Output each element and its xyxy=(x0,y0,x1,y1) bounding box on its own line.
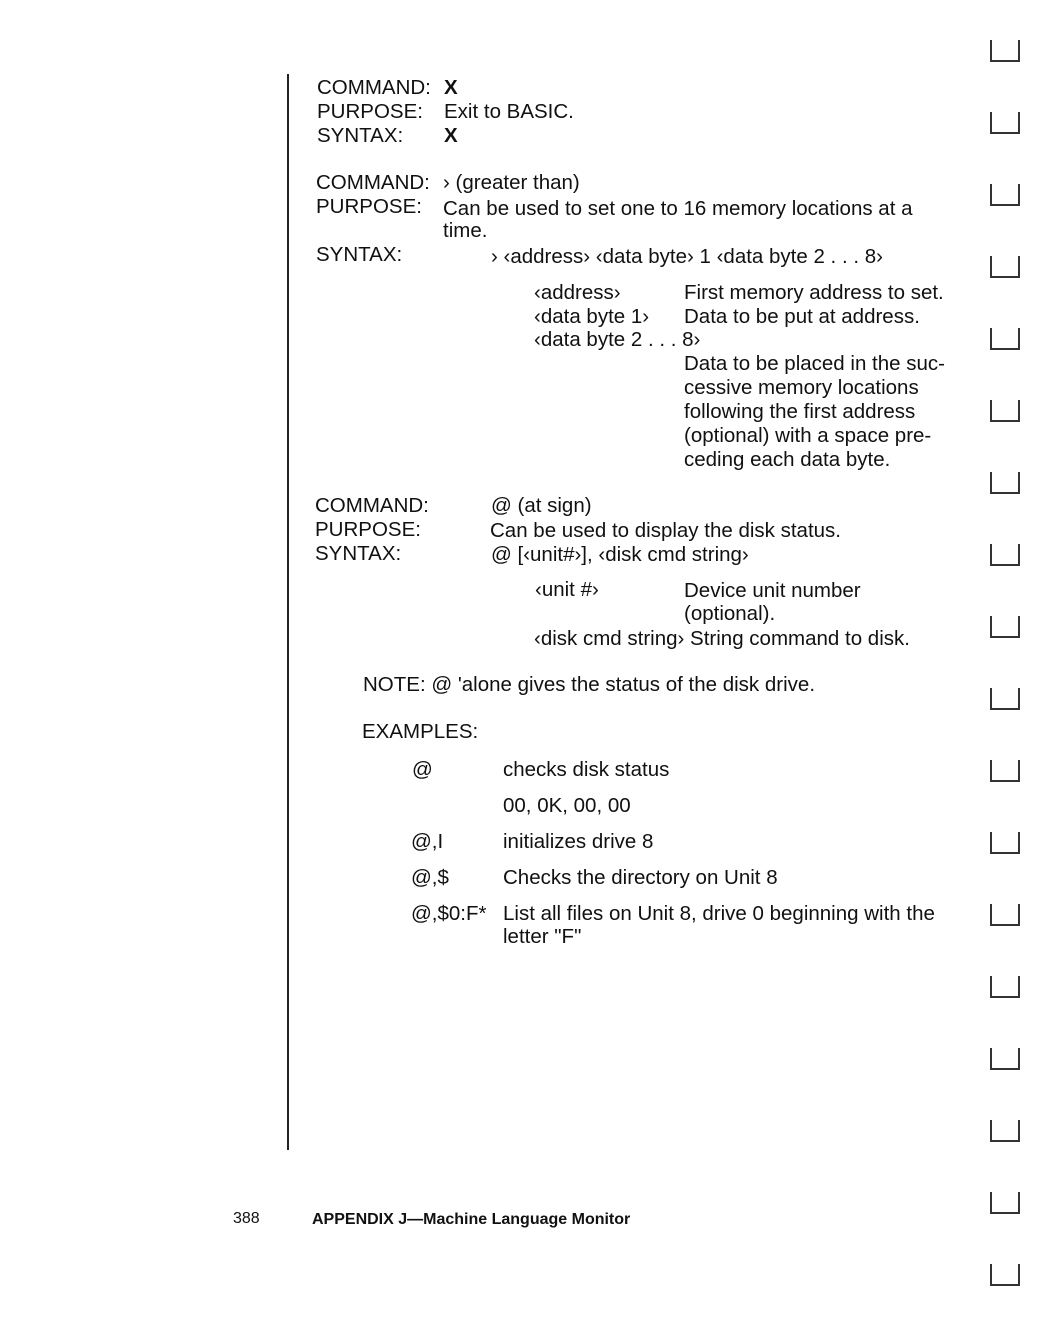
binding-tab-mark xyxy=(990,1264,1020,1286)
command-label: COMMAND: xyxy=(315,494,429,517)
param-name: ‹data byte 1› xyxy=(534,305,650,328)
purpose-value: Exit to BASIC. xyxy=(444,100,574,123)
param-desc-line: Device unit number xyxy=(684,579,861,602)
binding-tab-mark xyxy=(990,832,1020,854)
command-value: @ (at sign) xyxy=(491,494,592,517)
purpose-value-line: Can be used to set one to 16 memory locations at a xyxy=(443,197,913,220)
binding-tab-mark xyxy=(990,328,1020,350)
purpose-label: PURPOSE: xyxy=(317,100,423,123)
binding-tab-mark xyxy=(990,688,1020,710)
purpose-value: Can be used to display the disk status. xyxy=(490,519,841,542)
example-command: @,I xyxy=(411,830,444,853)
param-desc-line: (optional). xyxy=(684,602,776,625)
param-name: ‹data byte 2 . . . 8› xyxy=(534,328,701,351)
page-number: 388 xyxy=(233,1210,260,1227)
syntax-value: › ‹address› ‹data byte› 1 ‹data byte 2 . . . 8› xyxy=(491,245,883,268)
param-desc-line: (optional) with a space pre- xyxy=(684,424,932,447)
param-desc-line: following the first address xyxy=(684,400,916,423)
examples-label: EXAMPLES: xyxy=(362,720,479,743)
binding-tab-mark xyxy=(990,256,1020,278)
binding-tab-mark xyxy=(990,760,1020,782)
binding-tab-mark xyxy=(990,40,1020,62)
syntax-value: X xyxy=(444,124,458,147)
note-text: NOTE: @ 'alone gives the status of the disk drive. xyxy=(363,673,816,696)
param-desc-line: Data to be placed in the suc- xyxy=(684,352,945,375)
example-description: letter "F" xyxy=(503,925,582,948)
example-description: Checks the directory on Unit 8 xyxy=(503,866,778,889)
command-value: › (greater than) xyxy=(443,171,580,194)
command-value: X xyxy=(444,76,458,99)
param-name: ‹address› xyxy=(534,281,621,304)
running-footer-title: APPENDIX J—Machine Language Monitor xyxy=(312,1211,631,1228)
purpose-value-line: time. xyxy=(443,219,488,242)
example-command: @,$ xyxy=(411,866,449,889)
margin-rule xyxy=(287,74,289,1150)
example-command: @,$0:F* xyxy=(411,902,487,925)
syntax-label: SYNTAX: xyxy=(317,124,404,147)
param-desc: Data to be put at address. xyxy=(684,305,920,328)
binding-tab-mark xyxy=(990,472,1020,494)
binding-tab-mark xyxy=(990,1048,1020,1070)
binding-tab-mark xyxy=(990,184,1020,206)
binding-tab-mark xyxy=(990,1120,1020,1142)
command-label: COMMAND: xyxy=(317,76,431,99)
purpose-label: PURPOSE: xyxy=(316,195,422,218)
param-desc-line: ceding each data byte. xyxy=(684,448,891,471)
param-line: ‹disk cmd string› String command to disk. xyxy=(534,627,910,650)
command-label: COMMAND: xyxy=(316,171,430,194)
purpose-label: PURPOSE: xyxy=(315,518,421,541)
param-desc-line: cessive memory locations xyxy=(684,376,919,399)
binding-tab-mark xyxy=(990,976,1020,998)
example-description: 00, 0K, 00, 00 xyxy=(503,794,631,817)
syntax-label: SYNTAX: xyxy=(315,542,402,565)
param-desc: First memory address to set. xyxy=(684,281,944,304)
syntax-value: @ [‹unit#›], ‹disk cmd string› xyxy=(491,543,749,566)
binding-tab-mark xyxy=(990,1192,1020,1214)
binding-tab-mark xyxy=(990,112,1020,134)
binding-tab-mark xyxy=(990,544,1020,566)
param-name: ‹unit #› xyxy=(535,578,599,601)
example-description: List all files on Unit 8, drive 0 beginning with the xyxy=(503,902,935,925)
binding-tab-mark xyxy=(990,904,1020,926)
example-command: @ xyxy=(412,758,433,781)
binding-tab-mark xyxy=(990,400,1020,422)
example-description: checks disk status xyxy=(503,758,670,781)
binding-tab-mark xyxy=(990,616,1020,638)
example-description: initializes drive 8 xyxy=(503,830,654,853)
syntax-label: SYNTAX: xyxy=(316,243,403,266)
